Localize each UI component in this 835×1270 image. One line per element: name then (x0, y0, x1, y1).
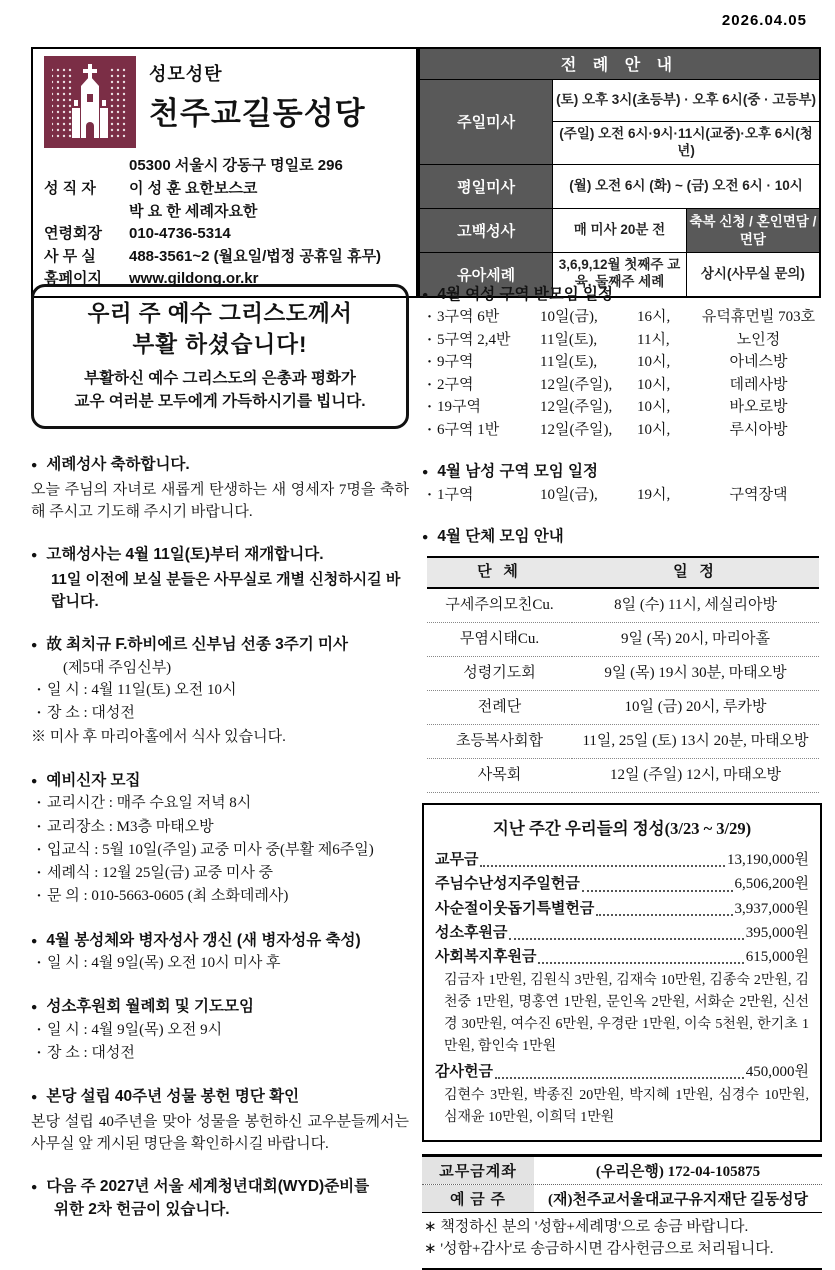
meeting-row (422, 351, 822, 374)
confession-label: 고백성사 (419, 209, 553, 253)
church-subtitle: 성모성탄 (149, 64, 223, 84)
table-row (427, 724, 819, 758)
homepage-url: www.gildong.or.kr (129, 270, 259, 287)
offering-row (435, 872, 809, 896)
offering-row (435, 945, 809, 969)
account-note: ∗ 책정하신 분의 '성함+세례명'으로 송금 바랍니다. (424, 1218, 749, 1235)
meeting-row (422, 374, 822, 397)
offering-label: 사회복지후원금 (435, 949, 537, 966)
offering-row (435, 1060, 809, 1084)
group-name: 구세주의모친Cu. (427, 588, 572, 623)
dot-leader (582, 890, 733, 892)
group-name: 초등복사회합 (427, 724, 572, 758)
section-confession-resume (31, 544, 409, 613)
section-title: ● 다음 주 2027년 서울 세계청년대회(WYD)준비를 (31, 1176, 409, 1198)
church-info-box (31, 47, 418, 298)
meeting-time: 10시, (637, 376, 671, 393)
account-label: 교무금계좌 (422, 1157, 534, 1184)
section-subtitle: (제5대 주임신부) (63, 659, 172, 676)
section-body: 11일 이전에 보실 분들은 사무실로 개별 신청하시길 바랍니다. (51, 570, 401, 610)
church-title: 천주교길동성당 (149, 96, 366, 131)
account-row (422, 1185, 822, 1213)
section-title: ● 예비신자 모집 (31, 770, 409, 792)
section-communion-sick (31, 930, 409, 976)
offering-label: 감사헌금 (435, 1063, 493, 1080)
offering-amount: 6,506,200원 (734, 876, 809, 893)
sunday-mass-label: 주일미사 (419, 79, 553, 164)
section-item: · 세례식 : 12월 25일(금) 교중 미사 중 (31, 862, 409, 885)
info-label: 사 무 실 (44, 247, 96, 265)
offering-label: 주님수난성지주일헌금 (435, 876, 580, 893)
group-schedule: 10일 (금) 20시, 루카방 (572, 690, 819, 724)
section-item: · 입교식 : 5월 10일(주일) 교중 미사 중(부활 제6주일) (31, 839, 409, 862)
header-row (31, 47, 821, 298)
group-schedule: 9일 (목) 19시 30분, 마태오방 (572, 656, 819, 690)
district: · 2구역 (437, 376, 474, 393)
meeting-date: 11일(토), (540, 331, 598, 348)
account-holder: (재)천주교서울대교구유지재단 길동성당 (547, 1191, 809, 1208)
offering-row (435, 848, 809, 872)
meeting-place: 데레사방 (729, 376, 788, 393)
section-catechumen-recruit (31, 770, 409, 909)
section-note: ※ 미사 후 마리아홀에서 식사 있습니다. (31, 728, 286, 745)
meeting-date: 10일(금), (540, 486, 598, 503)
account-table (422, 1154, 822, 1270)
section-item: · 장 소 : 대성전 (31, 1042, 409, 1065)
group-schedule: 8일 (수) 11시, 세실리아방 (572, 588, 819, 623)
meeting-date: 11일(토), (540, 354, 598, 371)
offering-amount: 13,190,000원 (727, 851, 809, 868)
section-title: ● 4월 남성 구역 모임 일정 (422, 461, 822, 483)
group-name: 무염시태Cu. (427, 622, 572, 656)
sunday-mass-sun: (주일) 오전 6시·9시·11시(교중)·오후 6시(청년) (553, 122, 820, 165)
offering-amount: 450,000원 (745, 1063, 809, 1080)
section-item: · 장 소 : 대성전 (31, 702, 409, 725)
meeting-date: 12일(주일), (540, 399, 613, 416)
welfare-donor-list: 김금자 1만원, 김원식 3만원, 김재숙 10만원, 김종숙 2만원, 김천중 1만원, 명홍연 1만원, 문인옥 2만원, 서화순 2만원, 신선경 30만원, 여수진 6만원, 우경란 1만원, 이숙 5천원, 한기초 1만원, 함인숙 1만원 (444, 973, 809, 1054)
weekday-mass-value: (월) 오전 6시 (화) ~ (금) 오전 6시 · 10시 (553, 164, 820, 209)
dot-leader (495, 1077, 744, 1079)
liturgy-table (418, 47, 821, 298)
section-title-line2: 위한 2차 헌금이 있습니다. (54, 1200, 230, 1218)
district: · 9구역 (437, 354, 474, 371)
section-item: · 일 시 : 4월 11일(토) 오전 10시 (31, 679, 409, 702)
group-meetings (422, 526, 822, 792)
column-header-group: 단 체 (427, 557, 572, 588)
info-label: 성 직 자 (44, 180, 96, 197)
section-item: · 일 시 : 4월 9일(목) 오전 10시 미사 후 (31, 952, 409, 975)
table-row (427, 622, 819, 656)
group-meetings-table (427, 556, 819, 793)
section-item: · 교리장소 : M3층 마태오방 (31, 816, 409, 839)
dot-leader (480, 865, 725, 867)
section-body: 오늘 주님의 자녀로 새롭게 탄생하는 새 영세자 7명을 축하해 주시고 기도해 주시기 바랍니다. (31, 481, 409, 521)
easter-line2: 부활 하셨습니다! (132, 331, 308, 357)
meeting-place: 바오로방 (729, 399, 788, 416)
infant-baptism-value: 3,6,9,12월 첫째주 교육, 둘째주 세례 (553, 252, 687, 296)
account-note: ∗ '성함+감사'로 송금하시면 감사헌금으로 처리됩니다. (424, 1241, 774, 1258)
district: · 3구역 6반 (437, 309, 500, 326)
table-row (427, 758, 819, 792)
info-label: 연령회장 (44, 225, 102, 242)
info-row-chair (44, 223, 408, 246)
church-logo-icon (44, 56, 136, 148)
section-memorial-mass (31, 634, 409, 749)
meeting-date: 10일(금), (540, 309, 598, 326)
section-title: ● 4월 여성 구역 반모임 일정 (422, 284, 822, 306)
left-column (31, 284, 409, 1270)
table-row (427, 656, 819, 690)
meeting-date: 12일(주일), (540, 376, 613, 393)
meeting-time: 16시, (637, 309, 671, 326)
district: · 6구역 1반 (437, 421, 500, 438)
section-title: ● 故 최치규 F.하비에르 신부님 선종 3주기 미사 (31, 634, 409, 656)
meeting-row (422, 396, 822, 419)
info-value: 010-4736-5314 (129, 225, 231, 242)
dot-leader (509, 938, 743, 940)
offering-row (435, 921, 809, 945)
section-title: ● 4월 단체 모임 안내 (422, 526, 822, 548)
church-address: 05300 서울시 강동구 명일로 296 (129, 157, 343, 174)
account-number: (우리은행) 172-04-105875 (595, 1163, 761, 1180)
section-title: ● 4월 봉성체와 병자성사 갱신 (새 병자성유 축성) (31, 930, 409, 952)
group-name: 전례단 (427, 690, 572, 724)
section-baptism-congrats (31, 454, 409, 523)
infant-baptism-extra: 상시(사무실 문의) (686, 252, 820, 296)
meeting-place: 노인정 (736, 331, 781, 348)
district: · 19구역 (437, 399, 481, 416)
group-schedule: 11일, 25일 (토) 13시 20분, 마태오방 (572, 724, 819, 758)
offering-label: 교무금 (435, 851, 479, 868)
meeting-row (422, 419, 822, 442)
table-row (427, 588, 819, 623)
group-schedule: 9일 (목) 20시, 마리아홀 (572, 622, 819, 656)
right-column (422, 284, 822, 1270)
info-row-office (44, 246, 408, 269)
offering-label: 사순절이웃돕기특별헌금 (435, 900, 595, 917)
account-row (422, 1157, 822, 1185)
info-value: 488-3561~2 (월요일/법정 공휴일 휴무) (129, 247, 382, 265)
meeting-place: 루시아방 (729, 421, 788, 438)
group-name: 성령기도회 (427, 656, 572, 690)
section-item: · 교리시간 : 매주 수요일 저녁 8시 (31, 792, 409, 815)
group-schedule: 12일 (주일) 12시, 마태오방 (572, 758, 819, 792)
meeting-place: 구역장댁 (729, 486, 788, 503)
offering-label: 성소후원금 (435, 924, 508, 941)
infant-baptism-label: 유아세례 (419, 252, 553, 296)
men-district-meetings (422, 461, 822, 506)
section-title: ● 성소후원회 월례회 및 기도모임 (31, 996, 409, 1018)
section-item: · 문 의 : 010-5663-0605 (최 소화데레사) (31, 885, 409, 908)
offering-row (435, 897, 809, 921)
thanks-donor-list: 김현수 3만원, 박종진 20만원, 박지혜 1만원, 심경수 10만원, 심재윤 10만원, 이희덕 1만원 (444, 1088, 809, 1125)
meeting-place: 유덕휴먼빌 703호 (701, 309, 816, 326)
offering-amount: 615,000원 (745, 949, 809, 966)
meeting-time: 10시, (637, 354, 671, 371)
meeting-date: 12일(주일), (540, 421, 613, 438)
offerings-title: 지난 주간 우리들의 정성(3/23 ~ 3/29) (492, 818, 752, 838)
easter-line3: 부활하신 예수 그리스도의 은총과 평화가 (84, 369, 356, 387)
meeting-time: 11시, (637, 331, 670, 348)
section-title: ● 고해성사는 4월 11일(토)부터 재개합니다. (31, 544, 409, 566)
meeting-time: 10시, (637, 421, 671, 438)
issue-date: 2026.04.05 (721, 12, 807, 29)
weekday-mass-label: 평일미사 (419, 164, 553, 209)
info-row-priest2 (44, 201, 408, 224)
section-item: · 일 시 : 4월 9일(목) 오전 9시 (31, 1019, 409, 1042)
info-label (44, 201, 129, 224)
section-title: ● 본당 설립 40주년 성물 봉헌 명단 확인 (31, 1086, 409, 1108)
section-vocation-meeting (31, 996, 409, 1065)
easter-line1: 우리 주 예수 그리스도께서 (87, 301, 353, 326)
meeting-place: 아네스방 (729, 354, 788, 371)
info-label: 홈페이지 (44, 270, 102, 287)
table-row (427, 690, 819, 724)
easter-line4: 교우 여러분 모두에게 가득하시기를 빕니다. (74, 393, 366, 411)
section-body: 본당 설립 40주년을 맞아 성물을 봉헌하신 교우분들께서는 사무실 앞 게시된 명단을 확인하시길 바랍니다. (31, 1113, 409, 1152)
column-header-schedule: 일 정 (572, 557, 819, 588)
info-row-priest (44, 178, 408, 201)
meeting-row (422, 329, 822, 352)
women-district-meetings (422, 284, 822, 441)
account-label: 예 금 주 (422, 1185, 534, 1212)
offering-amount: 3,937,000원 (734, 900, 809, 917)
info-value: 박 요 한 세례자요한 (129, 202, 258, 220)
info-value: 이 성 훈 요한보스코 (129, 180, 258, 197)
meeting-row (422, 306, 822, 329)
easter-banner (31, 284, 409, 429)
section-wyd-collection (31, 1176, 409, 1221)
offerings-box (422, 803, 822, 1142)
meeting-time: 10시, (637, 399, 671, 416)
district: · 1구역 (437, 486, 474, 503)
account-notes (422, 1213, 822, 1270)
dot-leader (596, 914, 732, 916)
group-name: 사목회 (427, 758, 572, 792)
section-title: ● 세례성사 축하합니다. (31, 454, 409, 476)
district: · 5구역 2,4반 (437, 331, 511, 348)
meeting-time: 19시, (637, 486, 671, 503)
dot-leader (538, 962, 743, 964)
meeting-row (422, 484, 822, 507)
confession-extra: 축복 신청 / 혼인면담 / 면담 (686, 209, 820, 253)
confession-value: 매 미사 20분 전 (553, 209, 687, 253)
liturgy-title: 전 례 안 내 (419, 48, 820, 79)
section-40th-anniversary (31, 1086, 409, 1155)
sunday-mass-sat: (토) 오후 3시(초등부) · 오후 6시(중 · 고등부) (553, 79, 820, 122)
offering-amount: 395,000원 (745, 924, 809, 941)
